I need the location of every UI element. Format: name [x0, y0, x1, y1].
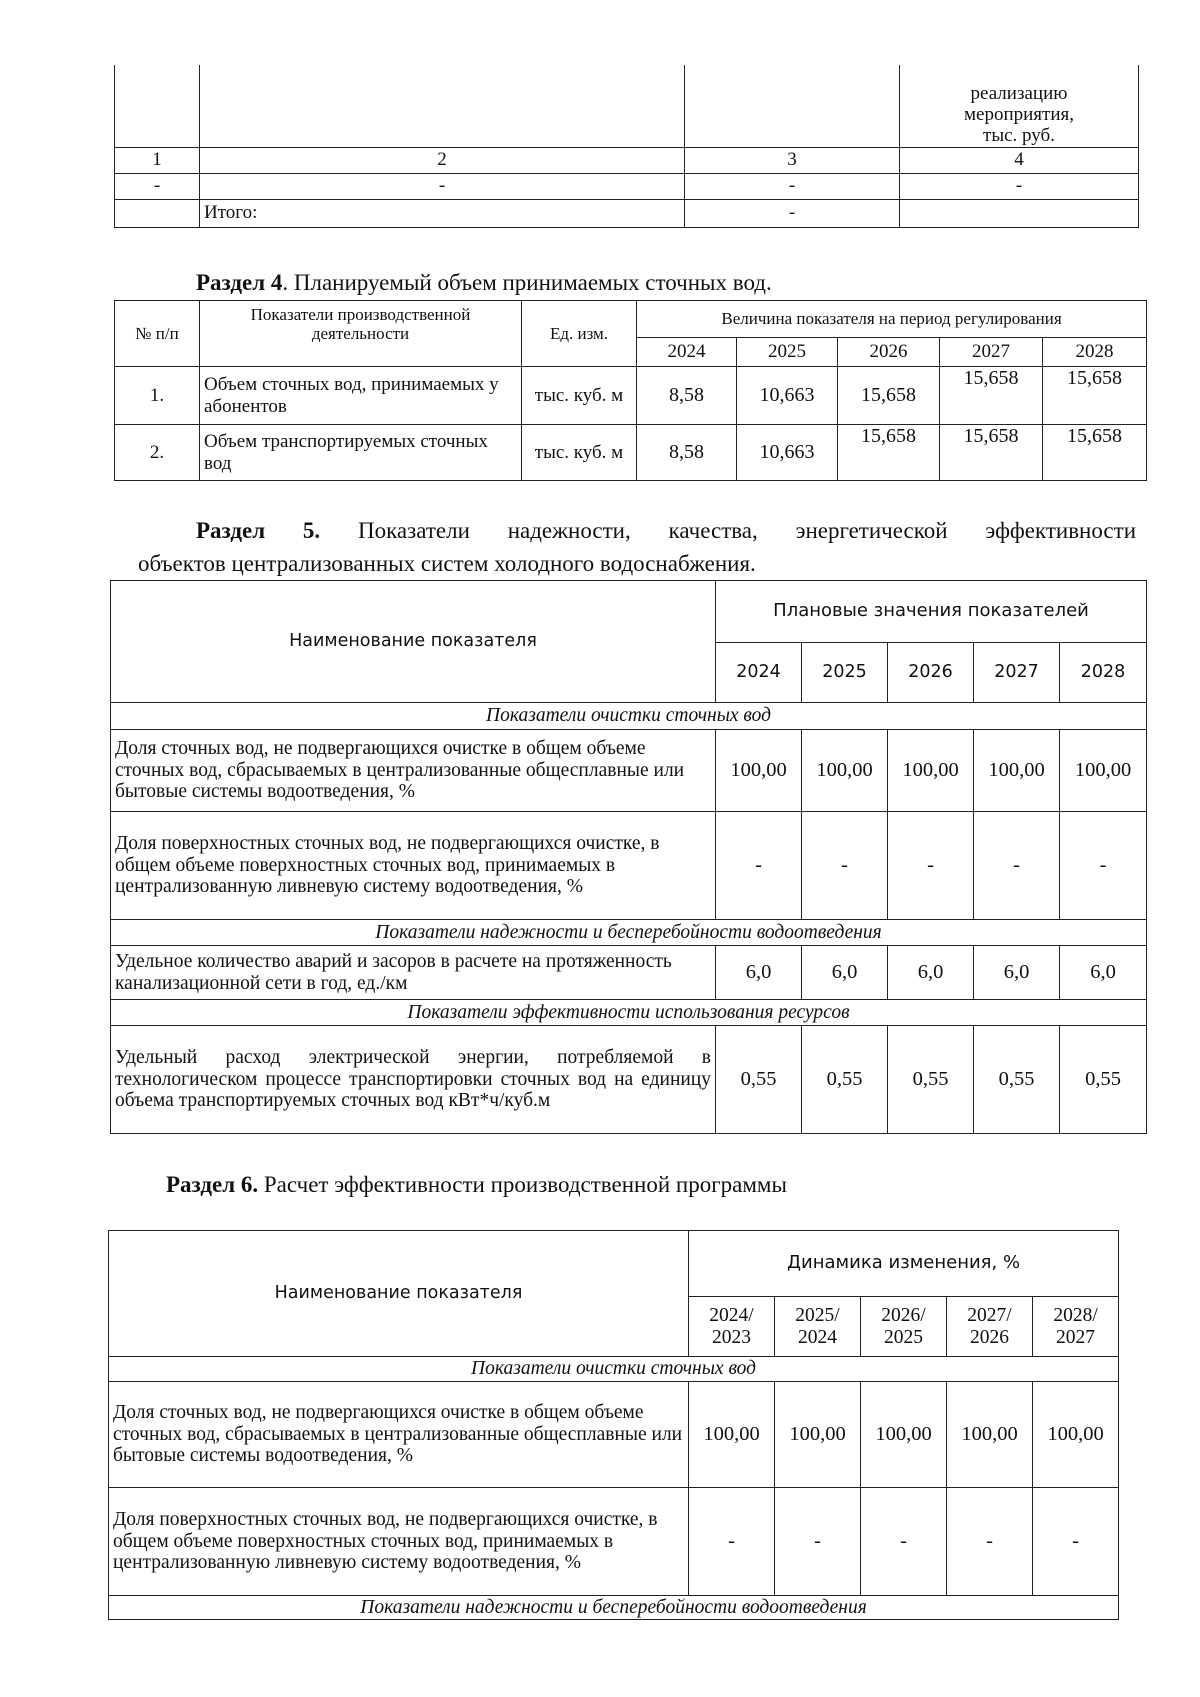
section-6-label: Раздел 6.: [166, 1172, 259, 1197]
indicator-name: Доля поверхностных сточных вод, не подвергающихся очистке, в общем объеме поверхностных сточных вод, принимаемых в централизованную ливневую систему водоотведения, %: [111, 812, 716, 920]
value-cell: 15,658: [838, 367, 940, 425]
period-header: [689, 1297, 775, 1357]
period-line: 2024: [798, 1326, 837, 1348]
value-cell: 100,00: [861, 1382, 947, 1488]
value-cell: 6,0: [974, 946, 1060, 1000]
value-cell: -: [1060, 812, 1147, 920]
period-header: [775, 1297, 861, 1357]
table-cell: -: [200, 173, 685, 199]
indicator-name: Доля поверхностных сточных вод, не подвергающихся очистке, в общем объеме поверхностных сточных вод, принимаемых в централизованную ливневую систему водоотведения, %: [109, 1488, 689, 1596]
value-cell: 100,00: [775, 1382, 861, 1488]
section-6-title: Расчет эффективности производственной программы: [263, 1172, 787, 1197]
period-line: 2028/: [1053, 1304, 1098, 1326]
row-number: 2.: [115, 425, 200, 481]
cell-text-line: реализацию: [970, 82, 1068, 104]
indicator-name: Удельный расход электрической энергии, потребляемой в технологическом процессе транспортировки сточных вод на единицу объема транспортируемых сточных вод кВт*ч/куб.м: [111, 1026, 716, 1134]
value-cell: 0,55: [1060, 1026, 1147, 1134]
year-header: 2025: [802, 643, 888, 703]
column-number: 4: [900, 147, 1139, 173]
year-header: 2028: [1043, 338, 1147, 367]
value-cell: 10,663: [737, 367, 838, 425]
value-cell: 100,00: [1060, 730, 1147, 812]
column-header-name: Наименование показателя: [111, 581, 716, 703]
section-5-table: [110, 580, 1147, 1134]
value-cell: -: [888, 812, 974, 920]
table-cell: [115, 199, 200, 227]
value-cell: 100,00: [716, 730, 802, 812]
value-cell: 100,00: [947, 1382, 1033, 1488]
table-cell: [200, 65, 685, 147]
value-cell: 6,0: [716, 946, 802, 1000]
table-cell: [900, 199, 1139, 227]
indicator-name: Доля сточных вод, не подвергающихся очистке в общем объеме сточных вод, сбрасываемых в централизованные общесплавные или бытовые системы водоотведения, %: [111, 730, 716, 812]
year-header: 2028: [1060, 643, 1147, 703]
value-cell: -: [974, 812, 1060, 920]
period-line: 2025: [884, 1326, 923, 1348]
section-6-heading: [166, 1172, 787, 1198]
indicator-name: Доля сточных вод, не подвергающихся очистке в общем объеме сточных вод, сбрасываемых в централизованные общесплавные или бытовые системы водоотведения, %: [109, 1382, 689, 1488]
section-5-heading-line1: [196, 518, 1136, 544]
year-header: 2024: [637, 338, 737, 367]
period-line: 2025/: [795, 1304, 840, 1326]
value-cell: 100,00: [888, 730, 974, 812]
indicator-name: Объем транспортируемых сточных вод: [200, 425, 522, 481]
group-header: Показатели эффективности использования ресурсов: [111, 1000, 1147, 1026]
cell-text-line: мероприятия,: [964, 103, 1074, 125]
column-header-indicator: Показатели производственной деятельности: [200, 301, 522, 367]
table-cell: -: [900, 173, 1139, 199]
value-cell: 100,00: [689, 1382, 775, 1488]
indicator-name: Объем сточных вод, принимаемых у абонентов: [200, 367, 522, 425]
table-cell: -: [685, 173, 900, 199]
group-header: Показатели очистки сточных вод: [111, 703, 1147, 730]
period-header: [861, 1297, 947, 1357]
period-line: 2027/: [967, 1304, 1012, 1326]
year-header: 2024: [716, 643, 802, 703]
section-4-table: [114, 300, 1147, 481]
group-header: Показатели надежности и бесперебойности водоотведения: [111, 920, 1147, 946]
value-cell: -: [689, 1488, 775, 1596]
value-cell: 100,00: [802, 730, 888, 812]
column-number: 1: [115, 147, 200, 173]
value-cell: -: [775, 1488, 861, 1596]
value-cell: 10,663: [737, 425, 838, 481]
value-cell: -: [802, 812, 888, 920]
period-line: 2023: [712, 1326, 751, 1348]
value-cell: 6,0: [802, 946, 888, 1000]
value-cell: 0,55: [974, 1026, 1060, 1134]
period-header: [947, 1297, 1033, 1357]
indicator-name: Удельное количество аварий и засоров в расчете на протяженность канализационной сети в год, ед./км: [111, 946, 716, 1000]
section-4-label: Раздел 4: [196, 270, 283, 295]
table-cell: [685, 65, 900, 147]
column-number: 3: [685, 147, 900, 173]
value-cell: -: [861, 1488, 947, 1596]
table-1-continuation: [114, 65, 1139, 228]
unit-cell: тыс. куб. м: [522, 367, 637, 425]
value-cell: -: [947, 1488, 1033, 1596]
value-cell: -: [716, 812, 802, 920]
section-5-label: Раздел 5.: [196, 518, 321, 543]
section-5-heading-line2: объектов централизованных систем холодного водоснабжения.: [138, 551, 756, 576]
total-label: Итого:: [200, 199, 685, 227]
value-cell: 0,55: [802, 1026, 888, 1134]
cell-text-line: тыс. руб.: [983, 125, 1055, 147]
value-cell: 6,0: [888, 946, 974, 1000]
value-cell: 15,658: [940, 425, 1043, 481]
year-header: 2025: [737, 338, 838, 367]
table-cell: [115, 65, 200, 147]
value-cell: -: [1033, 1488, 1119, 1596]
column-header-dynamics: Динамика изменения, %: [689, 1231, 1119, 1297]
section-6-table: [108, 1230, 1119, 1620]
value-cell: 8,58: [637, 425, 737, 481]
column-header-name: Наименование показателя: [109, 1231, 689, 1357]
table-cell: -: [115, 173, 200, 199]
value-cell: 15,658: [838, 425, 940, 481]
value-cell: 15,658: [940, 367, 1043, 425]
unit-cell: тыс. куб. м: [522, 425, 637, 481]
section-4-heading: [196, 270, 772, 296]
year-header: 2027: [974, 643, 1060, 703]
year-header: 2027: [940, 338, 1043, 367]
period-line: 2024/: [709, 1304, 754, 1326]
period-line: 2026: [970, 1326, 1009, 1348]
table-cell: [900, 65, 1139, 147]
year-header: 2026: [888, 643, 974, 703]
value-cell: 15,658: [1043, 425, 1147, 481]
column-header-unit: Ед. изм.: [522, 301, 637, 367]
year-header: 2026: [838, 338, 940, 367]
value-cell: 15,658: [1043, 367, 1147, 425]
column-header-no: № п/п: [115, 301, 200, 367]
value-cell: 8,58: [637, 367, 737, 425]
value-cell: 0,55: [888, 1026, 974, 1134]
group-header: Показатели очистки сточных вод: [109, 1357, 1119, 1382]
period-line: 2027: [1056, 1326, 1096, 1348]
group-header: Показатели надежности и бесперебойности водоотведения: [109, 1596, 1119, 1620]
value-cell: 100,00: [974, 730, 1060, 812]
value-cell: 0,55: [716, 1026, 802, 1134]
value-cell: 100,00: [1033, 1382, 1119, 1488]
column-number: 2: [200, 147, 685, 173]
section-5-title: Показатели надежности, качества, энергетической эффективности: [358, 518, 1137, 543]
value-cell: 6,0: [1060, 946, 1147, 1000]
section-4-title: . Планируемый объем принимаемых сточных вод.: [282, 270, 772, 295]
column-header-plan: Плановые значения показателей: [716, 581, 1147, 643]
column-header-values: Величина показателя на период регулирования: [637, 301, 1147, 338]
total-value: -: [685, 199, 900, 227]
period-header: [1033, 1297, 1119, 1357]
period-line: 2026/: [881, 1304, 926, 1326]
row-number: 1.: [115, 367, 200, 425]
